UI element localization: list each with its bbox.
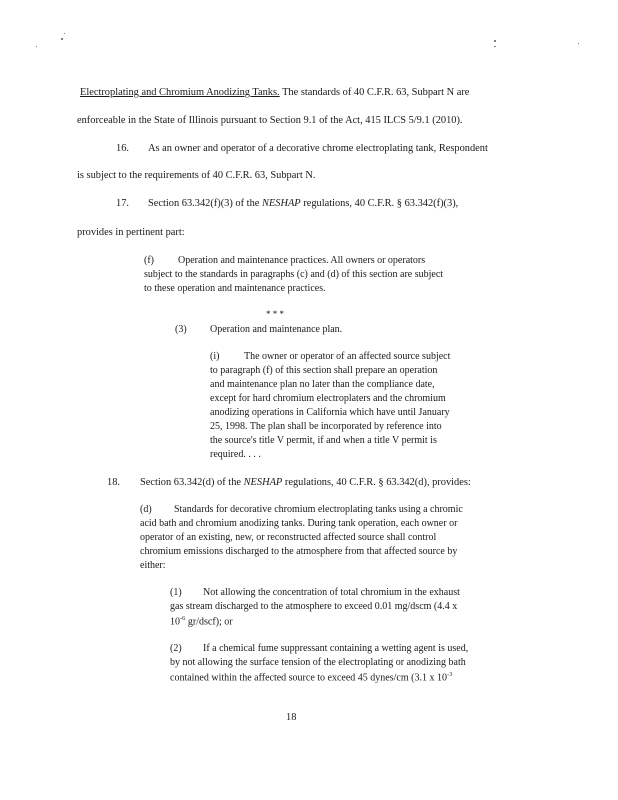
- scan-speck: [64, 33, 65, 34]
- quote-f-line-2: subject to the standards in paragraphs (c) and (d) of this section are subject: [144, 269, 444, 280]
- paragraph-17-line-1: Section 63.342(f)(3) of the NESHAP regulations, 40 C.F.R. § 63.342(f)(3),: [148, 198, 459, 209]
- quote-1-label: (1): [170, 587, 182, 598]
- quote-2-line-1: If a chemical fume suppressant containing a wetting agent is used,: [203, 643, 469, 654]
- quote-i-line-8: required. . . .: [210, 449, 261, 460]
- quote-d-line-3: operator of an existing, new, or reconstructed affected source shall control: [140, 532, 437, 543]
- quote-3-label: (3): [175, 324, 187, 335]
- paragraph-15-line-1: Electroplating and Chromium Anodizing Tanks. The standards of 40 C.F.R. 63, Subpart N are: [80, 87, 470, 98]
- paragraph-18-line-1: Section 63.342(d) of the NESHAP regulations, 40 C.F.R. § 63.342(d), provides:: [140, 477, 471, 488]
- quote-d-line-4: chromium emissions discharged to the atmosphere from that affected source by: [140, 546, 458, 557]
- ellipsis-asterisks: * * *: [266, 309, 284, 319]
- quote-d-line-1: Standards for decorative chromium electroplating tanks using a chromic: [174, 504, 463, 515]
- quote-d-label: (d): [140, 504, 152, 515]
- scan-speck: [578, 43, 579, 44]
- scan-speck: [494, 46, 496, 47]
- quote-1-line-1: Not allowing the concentration of total chromium in the exhaust: [203, 587, 460, 598]
- quote-1-line-3: $10^{-6}$ gr/dscf); or: [170, 615, 233, 628]
- page-number: 18: [286, 712, 297, 723]
- section-heading-underlined: Electroplating and Chromium Anodizing Tanks.: [80, 87, 280, 98]
- paragraph-17-line-2: provides in pertinent part:: [77, 227, 185, 238]
- scan-speck: [494, 40, 496, 42]
- quote-d-line-2: acid bath and chromium anodizing tanks. During tank operation, each owner or: [140, 518, 458, 529]
- quote-i-line-2: to paragraph (f) of this section shall prepare an operation: [210, 365, 438, 376]
- quote-i-line-6: 25, 1998. The plan shall be incorporated by reference into: [210, 421, 442, 432]
- quote-3-text: Operation and maintenance plan.: [210, 324, 343, 335]
- quote-2-line-3: contained within the affected source to exceed 45 dynes/cm (3.1 x $10^{-3}$: [170, 671, 453, 684]
- paragraph-17-number: 17.: [116, 198, 129, 209]
- quote-2-label: (2): [170, 643, 182, 654]
- quote-1-line-2: gas stream discharged to the atmosphere to exceed 0.01 mg/dscm (4.4 x: [170, 601, 458, 612]
- quote-i-label: (i): [210, 351, 220, 362]
- paragraph-16-line-2: is subject to the requirements of 40 C.F.R. 63, Subpart N.: [77, 170, 316, 181]
- paragraph-16-line-1: As an owner and operator of a decorative chrome electroplating tank, Respondent: [148, 143, 488, 154]
- quote-i-line-4: except for hard chromium electroplaters and the chromium: [210, 393, 446, 404]
- quote-f-line-1: Operation and maintenance practices. All owners or operators: [178, 255, 426, 266]
- quote-f-label: (f): [144, 255, 154, 266]
- quote-i-line-1: The owner or operator of an affected source subject: [244, 351, 451, 362]
- paragraph-16-number: 16.: [116, 143, 129, 154]
- quote-d-line-5: either:: [140, 560, 166, 571]
- scan-speck: [36, 46, 37, 47]
- paragraph-18-number: 18.: [107, 477, 120, 488]
- quote-i-line-5: anodizing operations in California which have until January: [210, 407, 450, 418]
- quote-i-line-3: and maintenance plan no later than the compliance date,: [210, 379, 435, 390]
- quote-f-line-3: to these operation and maintenance practices.: [144, 283, 326, 294]
- quote-2-line-2: by not allowing the surface tension of the electroplating or anodizing bath: [170, 657, 466, 668]
- paragraph-15-line-2: enforceable in the State of Illinois pursuant to Section 9.1 of the Act, 415 ILCS 5/9.1 (2010).: [77, 115, 463, 126]
- scan-speck: [61, 38, 63, 40]
- quote-i-line-7: the source's title V permit, if and when a title V permit is: [210, 435, 437, 446]
